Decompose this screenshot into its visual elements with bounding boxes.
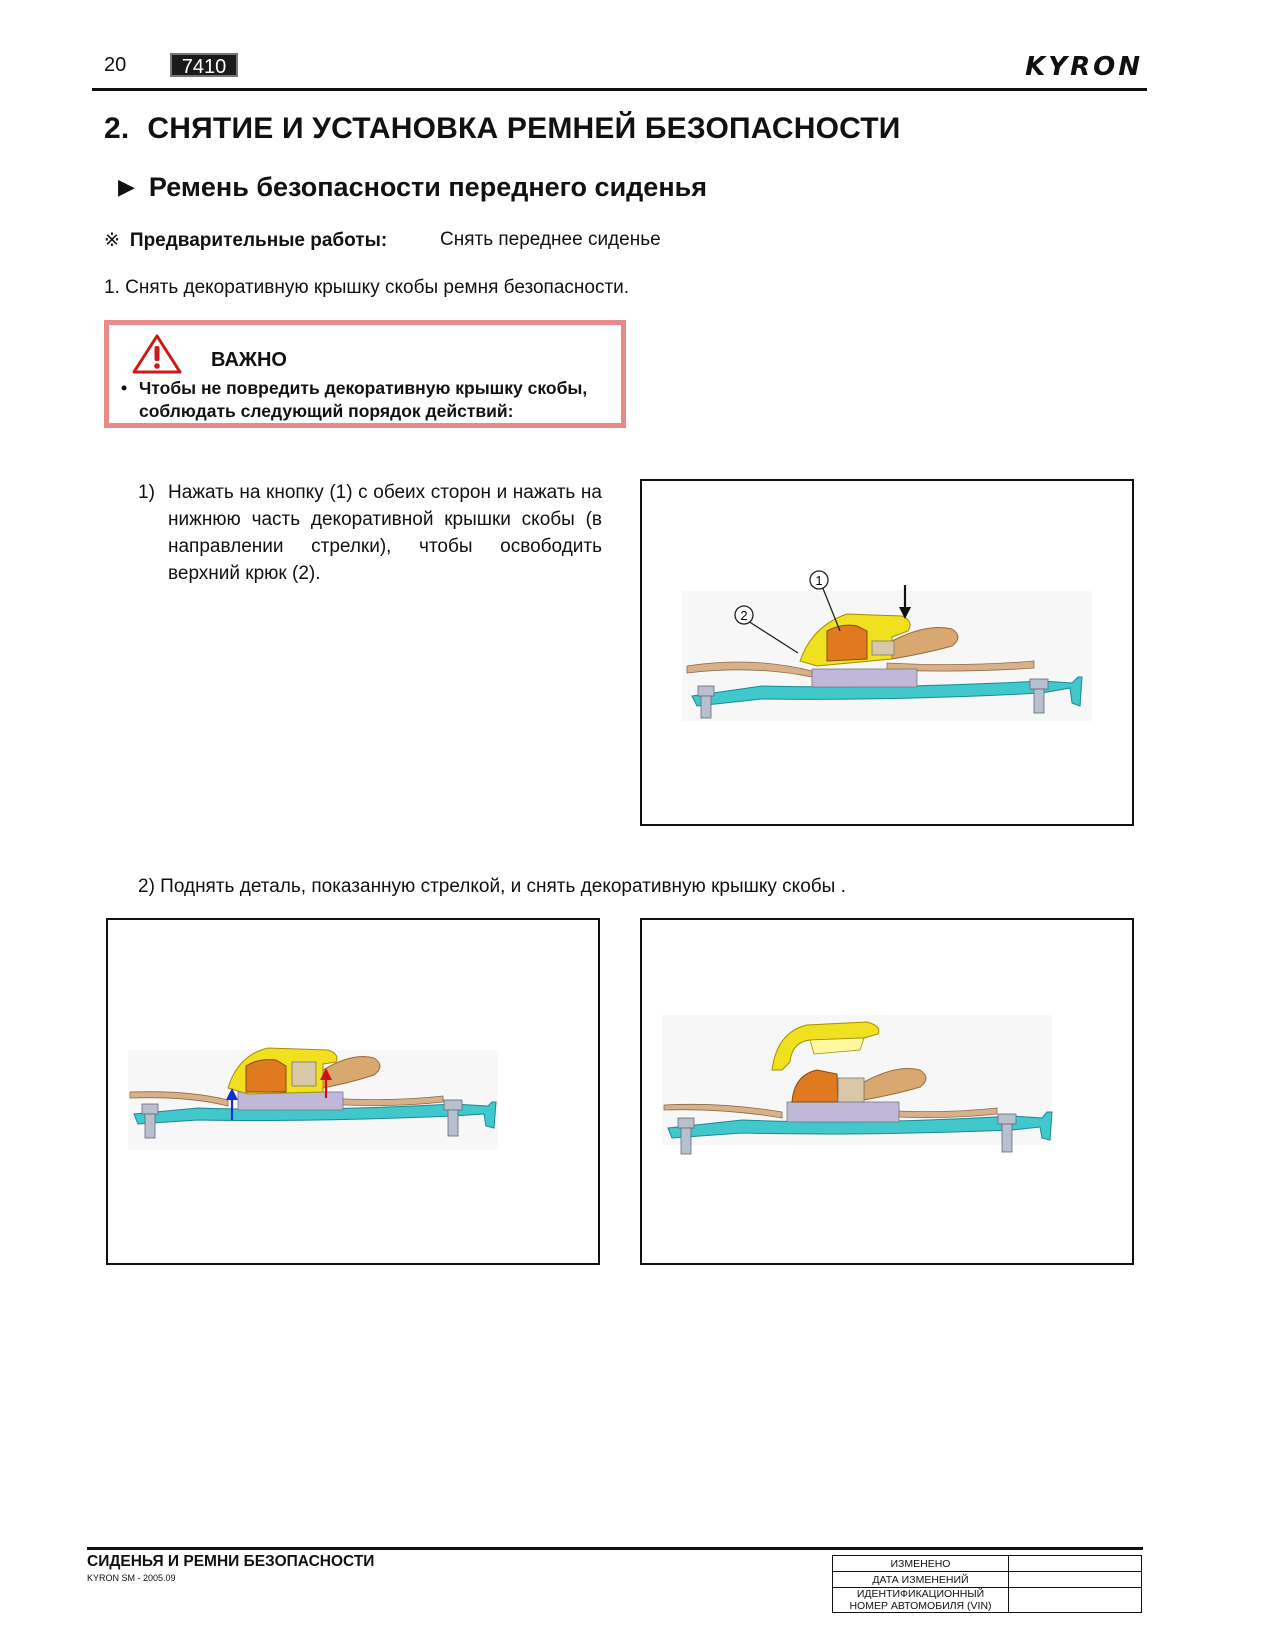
- footer-divider: [87, 1547, 1143, 1550]
- revision-label: ИЗМЕНЕНО: [833, 1556, 1009, 1572]
- footer-subtitle: KYRON SM - 2005.09: [87, 1573, 176, 1583]
- vin-label: [833, 1588, 1009, 1613]
- caution-title: ВАЖНО: [211, 349, 287, 371]
- substep-1: [138, 479, 602, 587]
- header-divider: [92, 88, 1147, 91]
- prework-label: Предварительные работы:: [129, 230, 388, 251]
- figure-3-illustration: [640, 918, 1134, 1265]
- substep-1-number: 1): [138, 482, 155, 503]
- section-title: [104, 112, 901, 146]
- step-1-text: 1. Снять декоративную крышку скобы ремня безопасности.: [104, 277, 630, 298]
- document-code: 7410: [170, 53, 238, 77]
- warning-triangle-icon: [131, 333, 183, 375]
- revision-table: [832, 1555, 1142, 1613]
- revision-date-label: ДАТА ИЗМЕНЕНИЙ: [833, 1572, 1009, 1588]
- vin-label-line2: НОМЕР АВТОМОБИЛЯ (VIN): [849, 1600, 992, 1612]
- section-number: 2.: [104, 112, 130, 145]
- callout-1: 1: [815, 573, 823, 588]
- revision-value: [1009, 1556, 1142, 1572]
- bullet: •: [121, 378, 128, 398]
- subsection-title: [118, 172, 707, 203]
- substep-2-text: 2) Поднять деталь, показанную стрелкой, и снять декоративную крышку скобы .: [138, 876, 846, 897]
- caution-text: [121, 377, 611, 423]
- vin-label-line1: ИДЕНТИФИКАЦИОННЫЙ: [856, 1588, 985, 1600]
- reference-mark-icon: ※: [104, 230, 120, 251]
- revision-date-value: [1009, 1572, 1142, 1588]
- callout-2: 2: [740, 608, 748, 623]
- triangle-bullet-icon: ▶: [118, 174, 135, 199]
- vin-value: [1009, 1588, 1142, 1613]
- brand-logo: KYRON: [1025, 52, 1143, 82]
- prework-value: Снять переднее сиденье: [440, 229, 661, 250]
- page-number: 20: [104, 54, 127, 76]
- caution-message: Чтобы не повредить декоративную крышку скобы, соблюдать следующий порядок действий:: [139, 378, 588, 421]
- figure-2-illustration: [106, 918, 600, 1265]
- caution-box: [104, 320, 626, 428]
- section-title-text: СНЯТИЕ И УСТАНОВКА РЕМНЕЙ БЕЗОПАСНОСТИ: [147, 112, 901, 145]
- subsection-title-text: Ремень безопасности переднего сиденья: [148, 172, 707, 202]
- figure-1-illustration: [640, 479, 1134, 826]
- substep-1-text: Нажать на кнопку (1) с обеих сторон и нажать на нижнюю часть декоративной крышки скобы (в направлении стрелки), чтобы освободить верхний крюк (2).: [168, 482, 602, 584]
- footer-title: СИДЕНЬЯ И РЕМНИ БЕЗОПАСНОСТИ: [87, 1553, 375, 1570]
- prework-line: [104, 229, 661, 252]
